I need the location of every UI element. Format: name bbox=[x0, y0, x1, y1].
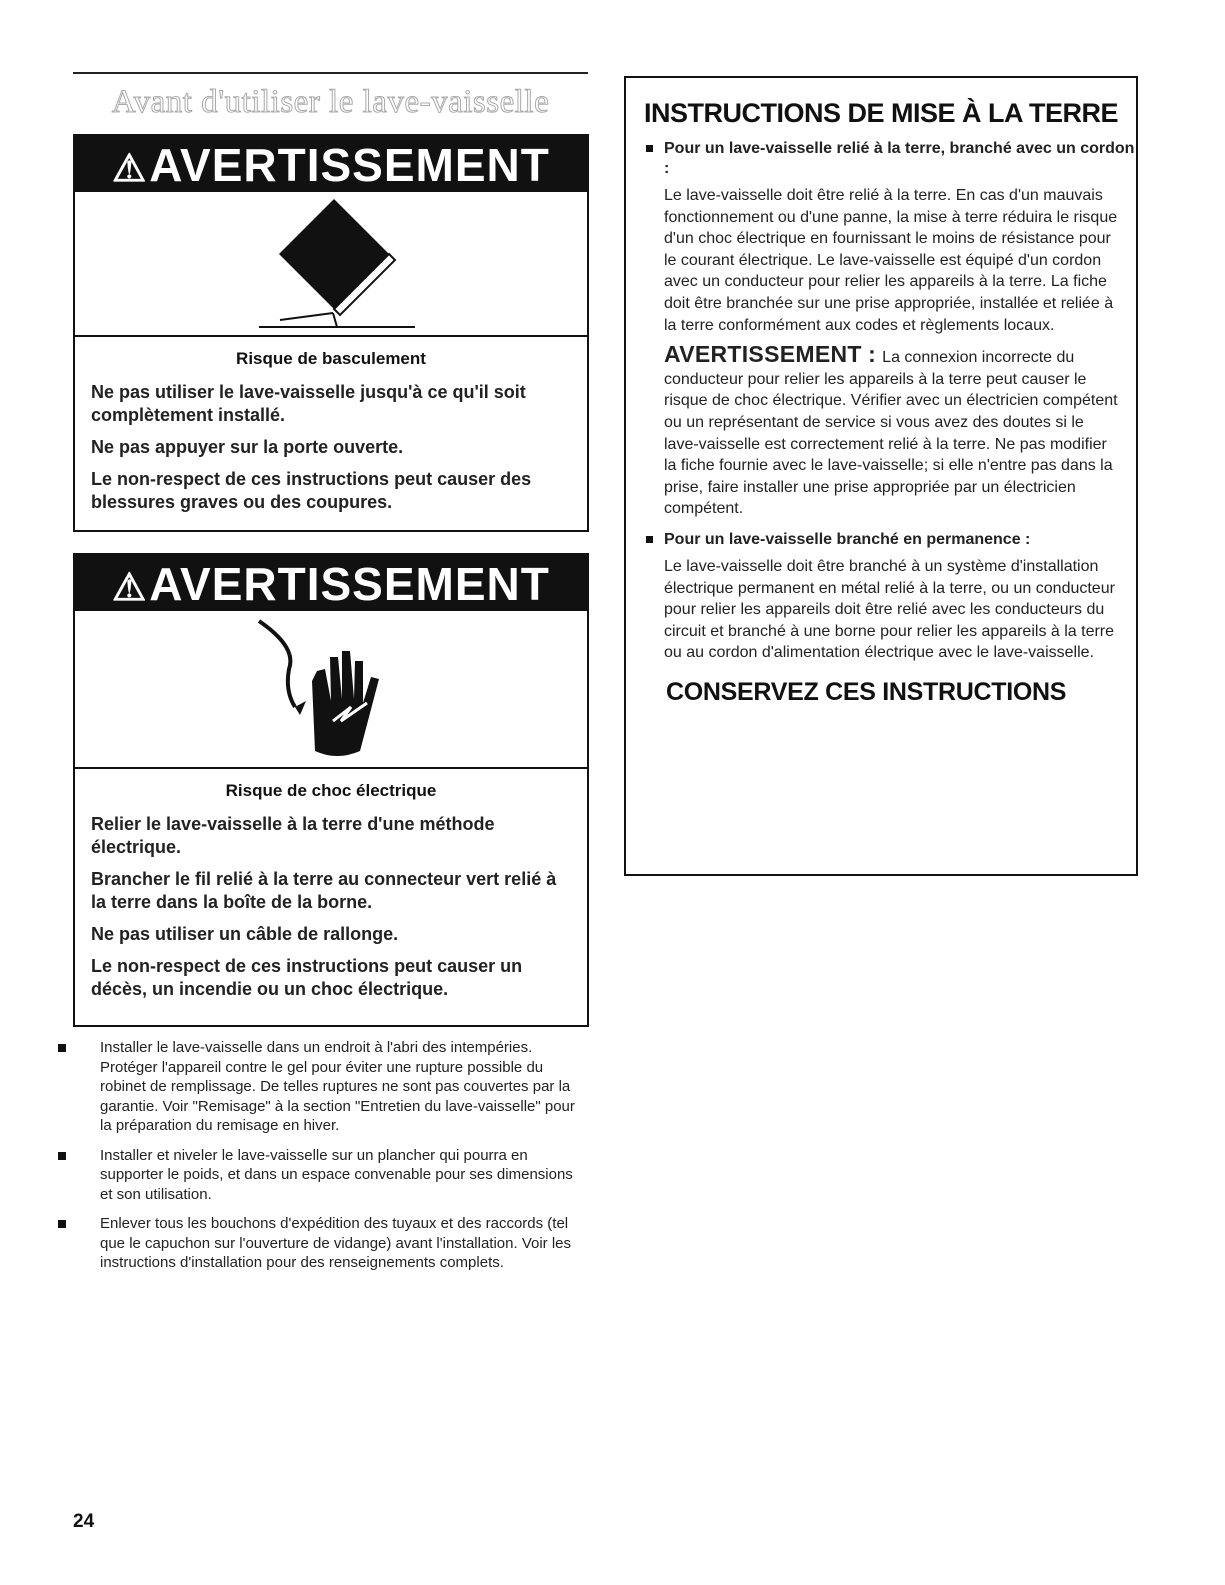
grounding-warning-word: AVERTISSEMENT bbox=[664, 341, 862, 368]
grounding-footer: CONSERVEZ CES INSTRUCTIONS bbox=[666, 677, 1067, 706]
grounding-text-permanent: Le lave-vaisselle doit être branché à un système d'installation électrique permanent en métal relié à la terre, ou un conducteur pour relier les appareils doit être relié avec les conducteurs du circuit et branché à une borne pour relier les appareils à la terre ou au cordon d'alimentation électrique avec le lave-vaisselle. bbox=[664, 557, 1115, 662]
grounding-subheading-cord: Pour un lave-vaisselle relié à la terre, branché avec un cordon : bbox=[626, 139, 1136, 179]
warning-line: Ne pas appuyer sur la porte ouverte. bbox=[91, 437, 404, 457]
tipping-dishwasher-icon bbox=[75, 192, 587, 337]
warning-box-tipping bbox=[73, 134, 589, 532]
warning-line: Relier le lave-vaisselle à la terre d'une méthode électrique. bbox=[91, 814, 495, 857]
bullet-list bbox=[58, 1038, 588, 1283]
warning-header bbox=[75, 136, 587, 192]
list-item-text: Enlever tous les bouchons d'expédition des tuyaux et des raccords (tel que le capuchon sur l'ouverture de vidange) avant l'installation. Voir les instructions d'installation pour des renseignements complets. bbox=[100, 1215, 572, 1271]
warning-header bbox=[75, 555, 587, 611]
warning-box-electric bbox=[73, 553, 589, 1027]
bullet-square-icon bbox=[646, 145, 653, 152]
grounding-instructions-box bbox=[624, 76, 1138, 876]
warning-title: AVERTISSEMENT bbox=[149, 558, 550, 610]
bullet-square-icon bbox=[58, 1220, 66, 1228]
bullet-square-icon bbox=[646, 536, 653, 543]
warning-line: Ne pas utiliser un câble de rallonge. bbox=[91, 924, 399, 944]
warning-line: Brancher le fil relié à la terre au connecteur vert relié à la terre dans la boîte de la borne. bbox=[91, 869, 557, 912]
warning-triangle-icon: ⚠ bbox=[112, 148, 148, 190]
grounding-subheading-permanent: Pour un lave-vaisselle branché en permanence : bbox=[626, 530, 1136, 550]
warning-triangle-icon: ⚠ bbox=[112, 567, 148, 609]
electric-shock-hand-icon bbox=[75, 611, 587, 769]
list-item-text: Installer et niveler le lave-vaisselle sur un plancher qui pourra en supporter le poids, et dans un espace convenable pour ses dimensions et son utilisation. bbox=[100, 1146, 573, 1203]
warning-line: Ne pas utiliser le lave-vaisselle jusqu'à ce qu'il soit complètement installé. bbox=[91, 382, 526, 425]
warning-line: Le non-respect de ces instructions peut causer un décès, un incendie ou un choc électrique. bbox=[91, 956, 523, 999]
grounding-title: INSTRUCTIONS DE MISE À LA TERRE bbox=[644, 98, 1119, 128]
grounding-warning-text: La connexion incorrecte du conducteur pour relier les appareils à la terre peut causer le risque de choc électrique. Vérifier avec un électricien compétent ou un représentant de service si vous avez des doutes si le lave-vaisselle est correctement relié à la terre. Ne pas modifier la fiche fournie avec le lave-vaisselle; si elle n'entre pas dans la prise, faire installer une prise appropriée par un électricien compétent. bbox=[664, 349, 1118, 518]
bullet-square-icon bbox=[58, 1044, 66, 1052]
warning-title: AVERTISSEMENT bbox=[149, 139, 550, 191]
grounding-text-cord: Le lave-vaisselle doit être relié à la terre. En cas d'un mauvais fonctionnement ou d'une panne, la mise à terre réduira le risque d'un choc électrique en fournissant le moins de résistance pour le courant électrique. Le lave-vaisselle est équipé d'un cordon avec un conducteur pour relier les appareils à la terre. La fiche doit être branchée sur une prise appropriée, installée et reliée à la terre conformément aux codes et règlements locaux. bbox=[664, 187, 1118, 334]
top-rule bbox=[73, 72, 588, 74]
grounding-warning-paragraph: AVERTISSEMENT : La connexion incorrecte du conducteur pour relier les appareils à la terre peut causer le risque de choc électrique. Vérifier avec un électricien compétent ou un représentant de service si vous avez des doutes si le lave-vaisselle est correctement relié à la terre. Ne pas modifier la fiche fournie avec le lave-vaisselle; si elle n'entre pas dans la prise, faire installer une prise appropriée par un électricien compétent. bbox=[664, 341, 1118, 518]
list-item bbox=[58, 1146, 588, 1205]
list-item bbox=[58, 1214, 588, 1273]
page-number: 24 bbox=[73, 1511, 95, 1532]
list-item bbox=[58, 1038, 588, 1136]
hazard-title: Risque de choc électrique bbox=[225, 781, 437, 800]
hazard-title: Risque de basculement bbox=[236, 349, 426, 368]
bullet-square-icon bbox=[58, 1152, 66, 1160]
section-title: Avant d'utiliser le lave-vaisselle bbox=[111, 84, 550, 120]
list-item-text: Installer le lave-vaisselle dans un endroit à l'abri des intempéries. Protéger l'appareil contre le gel pour éviter une rupture possible du robinet de remplissage. De telles ruptures ne sont pas couvertes par la garantie. Voir "Remisage" à la section "Entretien du lave-vaisselle" pour la préparation du remisage en hiver. bbox=[100, 1039, 575, 1134]
warning-line: Le non-respect de ces instructions peut causer des blessures graves ou des coupures. bbox=[91, 469, 532, 512]
